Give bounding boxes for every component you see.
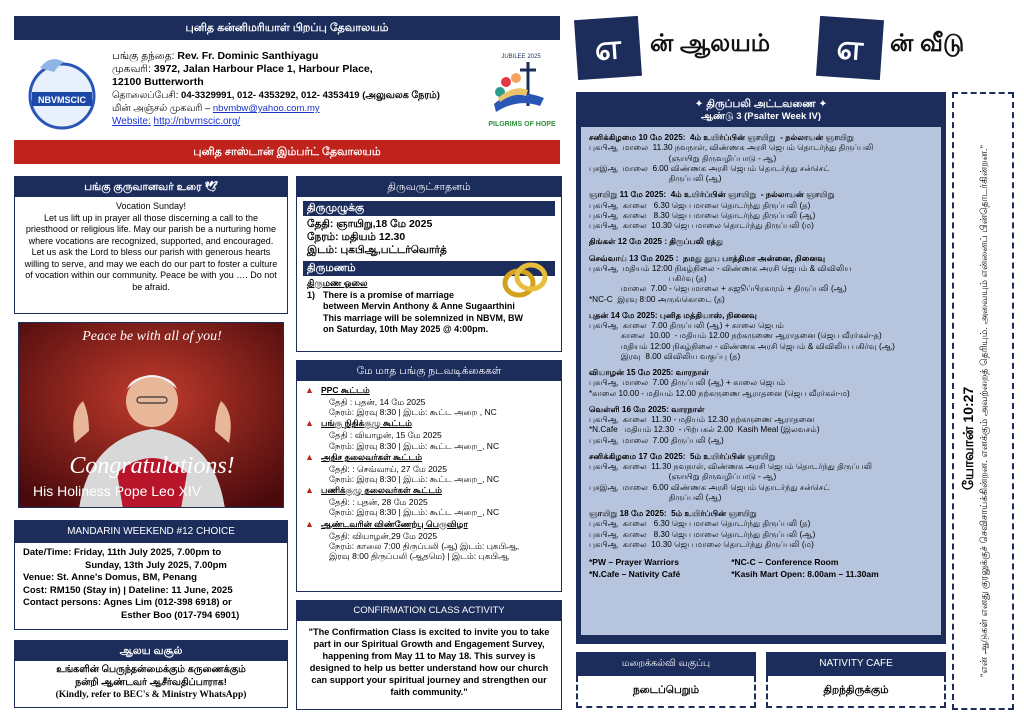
mass-line: புகபிஆ மாலை 11.30 நவநாள், விண்ணக அரசி ஜெபம் தொடர்ந்து திருப்பலி	[589, 143, 874, 153]
mandarin-line-4: Cost: RM150 (Stay in) | Dateline: 11 June, 2025	[23, 584, 233, 596]
marriage-line-1: There is a promise of marriage	[323, 289, 455, 300]
mass-day-title: புதன் 14 மே 2025: புனித மத்தியாஸ், நினைவு	[589, 310, 757, 320]
verse-reference: யோவான் 10:27	[960, 386, 976, 490]
mass-day-block	[589, 509, 933, 550]
catechism-box	[576, 652, 756, 710]
mass-schedule-box	[576, 92, 946, 644]
svg-text:NBVMSCIC: NBVMSCIC	[37, 95, 87, 105]
marriage-subheading: திருமண ஓலை	[307, 278, 368, 288]
legend-entry: *NC-C – Conference Room	[731, 557, 839, 567]
parish-contact	[112, 50, 482, 128]
mass-line: திருப்பலி (ஆ)	[589, 174, 722, 183]
mass-day-block	[589, 311, 933, 362]
mandarin-line-5: Contact persons: Agnes Lim (012-398 6918) or	[23, 597, 232, 608]
mass-line: புகபிஆ மாலை 7.00 திருப்பலி (ஆ)	[589, 435, 724, 445]
mandarin-weekend-box	[14, 520, 288, 630]
activity-date: தேதி: வியாழன்,29 மே 2025	[329, 530, 438, 541]
marriage-line-4: on Saturday, 10th May 2025 @ 4:00pm.	[323, 324, 489, 334]
mandarin-line-3: Venue: St. Anne's Domus, BM, Penang	[23, 572, 197, 583]
parish-message-heading: பங்கு குருவானவர் உரை 🕊	[15, 177, 287, 197]
title-word-1: ன் ஆலயம்	[650, 30, 771, 57]
mass-line: புசஇஆ மாலை 6.00 விண்ணக அரசி ஜெபம் தொடர்ந்து சன்செட்	[589, 163, 830, 173]
website-label: Website:	[112, 116, 151, 127]
activity-title: அதிச தலைவர்கள் கூட்டம்	[321, 451, 423, 462]
mass-line: புகபிஆ காலை 8.30 ஜெப மாலை தொடர்ந்து திருப்பலி (ஆ)	[589, 210, 816, 220]
church-name: புனித கன்னிமரியாள் பிறப்பு தேவாலயம்	[185, 22, 389, 34]
mass-day-title: ஞாயிறு 11 மே 2025: 4ம் உயிர்ப்பின் ஞாயிறு - நல்லாயன் ஞாயிறு	[589, 190, 835, 200]
activity-time: நேரம்: இரவு 8:30 | இடம்: கூட்ட அறை , NC	[329, 407, 497, 418]
mass-day-title: செவ்வாய் 13 மே 2025 : நமது தூய பாத்திமா அன்னை, நினைவு	[589, 253, 826, 263]
mass-line: திருப்பலி (ஆ)	[589, 492, 722, 502]
activity-date: தேதி : வியாழன், 15 மே 2025	[329, 430, 442, 441]
marriage-number: 1)	[307, 289, 316, 300]
mass-day-title: சனிக்கிழமை 17 மே 2025: 5ம் உயிர்ப்பின் ஞாயிறு	[589, 451, 776, 461]
activity-title: ஆண்டவரின் விண்ணேற்பு பெருவிழா	[321, 518, 468, 529]
mass-day-title: சனிக்கிழமை 10 மே 2025: 4ம் உயிர்ப்பின் ஞாயிறு - நல்லாயன் ஞாயிறு	[589, 133, 854, 142]
mass-line: *N.Cafe மதியம் 12.30 - பிற்பகல் 2.00 Kasih Meal (இலவசம்)	[589, 425, 820, 435]
legend-entry: *PW – Prayer Warriors	[589, 557, 679, 567]
parish-message-box	[14, 176, 288, 314]
collection-heading: ஆலய வசூல்	[15, 641, 287, 661]
mandarin-heading: MANDARIN WEEKEND #12 CHOICE	[15, 521, 287, 543]
mass-schedule-list	[581, 127, 941, 635]
mandarin-line-1: Date/Time: Friday, 11th July 2025, 7.00pm to	[23, 547, 222, 558]
pope-caption-top: Peace be with all of you!	[82, 329, 222, 344]
activity-time: நேரம்: காலை 7:00 திருப்பலி (ஆ) இடம்: புகபிஆ,	[329, 540, 520, 551]
baptism-time: நேரம்: மதியம் 12.30	[307, 231, 406, 243]
parish-logo	[22, 48, 100, 130]
mass-line: புகபிஆ காலை 7.00 திருப்பலி (ஆ) + காலை ஜெபம்	[589, 321, 784, 330]
verse-rotated	[954, 102, 1016, 720]
mass-legend	[589, 556, 933, 580]
confirmation-activity-heading: CONFIRMATION CLASS ACTIVITY	[297, 601, 561, 621]
mass-day-block	[589, 133, 933, 184]
mass-line: புகபிஆ மதியம் 12:00 நிகழ்நிலை - விண்ணக அரசி ஜெபம் & விவிலிய	[589, 263, 852, 273]
activity-time: நேரம்: இரவு 8:30 | இடம்: கூட்ட அறை_, NC	[329, 440, 500, 451]
monthly-activities-box	[296, 360, 562, 592]
marriage-line-2a: between	[323, 301, 360, 311]
priest-label: பங்கு தந்தை:	[112, 50, 175, 62]
marriage-bar: திருமணம்	[303, 261, 555, 276]
mass-line: புகபிஆ காலை 10.30 ஜெப மாலை தொடர்ந்து திருப்பலி (ம)	[589, 539, 814, 549]
activity-item	[303, 485, 555, 517]
mass-line: *NC-C இரவு 8:00 அருங்கொடை (த)	[589, 294, 725, 304]
parish-message-body: Let us lift up in prayer all those discerning a call to the priesthood or religious life. May our parish be a nurturing home where vocations are recognized, supported, and encouraged. Let us ask the Lord to bless our parish with generous hearts willing to serve, and may we each do our part to foster a culture of vocation within our community. Peace be with you …. Do not be afraid.	[24, 212, 278, 292]
confirmation-activity-body: "The Confirmation Class is excited to invite you to take part in our Spiritual Growth and Engagement Survey, happening from May 11 to May 18. This survey is designed to help us better understand how our church can support your spiritual journey and strengthen our faith community."	[308, 627, 550, 697]
activity-item	[303, 519, 555, 562]
activity-extra: இரவு 8:00 திருப்பலி (ஆதமெ) | இடம்: புகபிஆ	[329, 550, 509, 561]
nativity-cafe-heading: NATIVITY CAFE	[766, 652, 946, 676]
bullet-icon: ▲	[305, 518, 314, 529]
mass-line: புகபிஆ காலை 10.30 ஜெப மாலை தொடர்ந்து திருப்பலி (ம)	[589, 221, 814, 230]
baptism-date: தேதி: ஞாயிறு,18 மே 2025	[307, 218, 433, 230]
confirmation-activity-box	[296, 600, 562, 710]
bullet-icon: ▲	[305, 485, 314, 496]
bullet-icon: ▲	[305, 451, 314, 462]
mass-line: புகபிஆ காலை 6.30 ஜெப மாலை தொடர்ந்து திருப்பலி (த)	[589, 519, 811, 529]
activity-item	[303, 385, 555, 417]
pope-caption-name: His Holiness Pope Leo XIV	[33, 483, 202, 499]
svg-text:PILGRIMS OF HOPE: PILGRIMS OF HOPE	[488, 121, 556, 128]
bullet-icon: ▲	[305, 418, 314, 429]
title-word-2: ன் வீடு	[890, 30, 965, 57]
mass-day-block	[589, 190, 933, 231]
mass-line: காலை 10.00 - மதியம் 12.00 நற்கருணை ஆராதனை (ஜெப வீரர்கள்-த)	[589, 331, 882, 341]
bullet-icon: ▲	[305, 385, 314, 395]
collection-box	[14, 640, 288, 708]
pope-figure-icon	[19, 323, 284, 508]
sister-church-bar	[14, 140, 560, 164]
marriage-line-3: This marriage will be solemnized in NBVM, BW	[323, 312, 524, 323]
mass-day-block	[589, 237, 933, 247]
title-banner	[574, 16, 1014, 80]
mass-line: புகபிஆ காலை 11.30 நவநாள், விண்ணக அரசி ஜெபம் தொடர்ந்து திருப்பலி	[589, 462, 873, 471]
email-link[interactable]: nbvmbw@yahoo.com.my	[212, 103, 320, 114]
collection-line-2: நன்றி ஆண்டவர் ஆசீர்வதிப்பாராக!	[75, 676, 227, 688]
address-line-2: 12100 Butterworth	[112, 76, 204, 88]
church-name-bar	[14, 16, 560, 40]
mass-line: புகபிஆ காலை 8.30 ஜெப மாலை தொடர்ந்து திருப்பலி (ஆ)	[589, 529, 816, 539]
activity-date: தேதி : புதன், 14 மே 2025	[329, 397, 426, 407]
mass-line: புகபிஆ காலை 11.30 - மதியம் 12.30 நற்கருணை ஆராதனை	[589, 415, 815, 424]
mass-line: புகபிஆ மாலை 7.00 திருப்பலி (ஆ) + காலை ஜெபம்	[589, 378, 786, 388]
mass-day-title: ஞாயிறு 18 மே 2025: 5ம் உயிர்ப்பின் ஞாயிறு	[589, 509, 757, 518]
mass-line: புகபிஆ காலை 6.30 ஜெப மாலை தொடர்ந்து திருப்பலி (த)	[589, 200, 811, 210]
address-label: முகவரி:	[112, 63, 151, 75]
mass-line: புசஇஆ மாலை 6.00 விண்ணக அரசி ஜெபம் தொடர்ந்து சன்செட்	[589, 482, 830, 492]
activity-time: நேரம்: இரவு 8:30 | இடம்: கூட்ட அறை_, NC	[329, 473, 500, 484]
mandarin-line-2: Sunday, 13th July 2025, 7.00pm	[85, 559, 227, 571]
phone-label: தொலைப்பேசி:	[112, 90, 179, 101]
pope-image	[18, 322, 284, 508]
mass-schedule-heading: ✦ திருப்பலி அட்டவணை ✦	[694, 98, 828, 110]
activity-item	[303, 452, 555, 484]
wedding-rings-icon	[501, 257, 549, 301]
sacraments-box	[296, 176, 562, 352]
address-line-1: 3972, Jalan Harbour Place 1, Harbour Place,	[153, 63, 373, 75]
activity-title: பணிக்குழு தலைவர்கள் கூட்டம்	[321, 485, 442, 496]
mass-line: *காலை 10.00 - மதியம் 12.00 நற்கருணை ஆராதனை (ஜெப வீரர்கள்-ம)	[589, 388, 850, 398]
marriage-couple: Mervin Anthony & Anne Sugaarthini	[361, 301, 515, 311]
mass-schedule-subheading: ஆண்டு 3 (Psalter Week IV)	[700, 111, 822, 122]
sacraments-heading: திருவருட்சாதனம்	[297, 177, 561, 197]
catechism-heading: மறைக்கல்வி வகுப்பு	[576, 652, 756, 676]
collection-line-1: உங்களின் பெருந்தன்மைக்கும் கருணைக்கும்	[56, 664, 246, 675]
mandarin-line-6: Esther Boo (017-794 6901)	[121, 609, 240, 621]
nativity-cafe-status: திறந்திருக்கும்	[766, 676, 946, 708]
svg-text:JUBILEE 2025: JUBILEE 2025	[501, 54, 541, 60]
mass-line: (ஞாயிறு திருவழிப்பாடு - ஆ)	[589, 153, 777, 163]
title-letter-1: எ	[574, 16, 642, 80]
activity-title: பங்கு நிதிக்குழு கூட்டம்	[321, 418, 412, 429]
baptism-bar: திருமுழுக்கு	[303, 201, 555, 216]
activity-date: தேதி: : செவ்வாய், 27 மே 2025	[329, 463, 447, 474]
priest-name: Rev. Fr. Dominic Santhiyagu	[177, 50, 319, 62]
mass-day-block	[589, 405, 933, 446]
legend-entry: *Kasih Mart Open: 8.00am – 11.30am	[731, 569, 879, 579]
mass-day-title: வியாழன் 15 மே 2025: வாரநாள்	[589, 368, 709, 377]
collection-line-3: (Kindly, refer to BEC's & Ministry WhatsApp)	[55, 690, 247, 700]
pope-caption-congrats: Congratulations!	[69, 453, 235, 479]
mass-day-title: திங்கள் 12 மே 2025 : திருப்பலி ரத்து	[589, 237, 724, 247]
sister-church-name: புனித சாஸ்டான் இம்பர்ட் தேவாலயம்	[193, 146, 381, 158]
activities-list	[297, 381, 561, 566]
mass-line: (ஞாயிறு திருவழிப்பாடு - ஆ)	[589, 472, 777, 482]
mass-line: மாலை 7.00 - ஜெபமாலை + சுஜூப்பிரகாரம் + திருப்பலி (ஆ)	[589, 284, 847, 294]
jubilee-logo	[486, 48, 556, 134]
title-letter-2: எ	[816, 16, 884, 80]
mass-line: இரவு 8.00 விவிலிய வகுப்பு (த)	[589, 351, 741, 361]
nativity-cafe-box	[766, 652, 946, 710]
mass-day-block	[589, 368, 933, 399]
mass-day-block	[589, 254, 933, 305]
website-link[interactable]: http://nbvmscic.org/	[153, 116, 241, 127]
jubilee-logo-icon	[486, 48, 556, 134]
parish-logo-icon	[22, 48, 100, 130]
activity-time: நேரம்: இரவு 8:30 | இடம்: கூட்ட அறை_, NC	[329, 507, 500, 518]
baptism-place: இடம்: புகபிஆ,பட்டர்வொர்த்	[307, 244, 447, 256]
verse-text: "என் ஆடுகள் எனது குரலுக்குச் செவிசாய்க்கின்றன. எனக்கும் அவற்றைத் தெரியும். அவையும் என்னைப் பின்தொடர்கின்றன."	[979, 145, 990, 677]
phone-numbers: 04-3329991, 012- 4353292, 012- 4353419 (அலுவலக நேரம்)	[181, 90, 440, 101]
activity-date: தேதி: : புதன், 28 மே 2025	[329, 497, 428, 508]
activities-heading: மே மாத பங்கு நடவடிக்கைகள்	[297, 361, 561, 381]
mass-day-block	[589, 452, 933, 503]
parish-message-title: Vocation Sunday!	[115, 201, 187, 211]
email-label: மின் அஞ்சல் முகவரி –	[112, 103, 211, 114]
activity-title: PPC கூட்டம்	[321, 385, 370, 395]
mass-day-title: வெள்ளி 16 மே 2025: வாரநாள்	[589, 404, 705, 414]
legend-entry: *N.Cafe – Nativity Café	[589, 569, 681, 579]
mass-line: பகிர்வு (த)	[589, 274, 707, 283]
verse-box	[952, 92, 1014, 710]
mass-line: மதியம் 12:00 நிகழ்நிலை - விண்ணக அரசி ஜெபம் & விவிலிய பகிர்வு (ஆ)	[589, 341, 895, 351]
catechism-status: நடைப்பெறும்	[576, 676, 756, 708]
activity-item	[303, 418, 555, 450]
